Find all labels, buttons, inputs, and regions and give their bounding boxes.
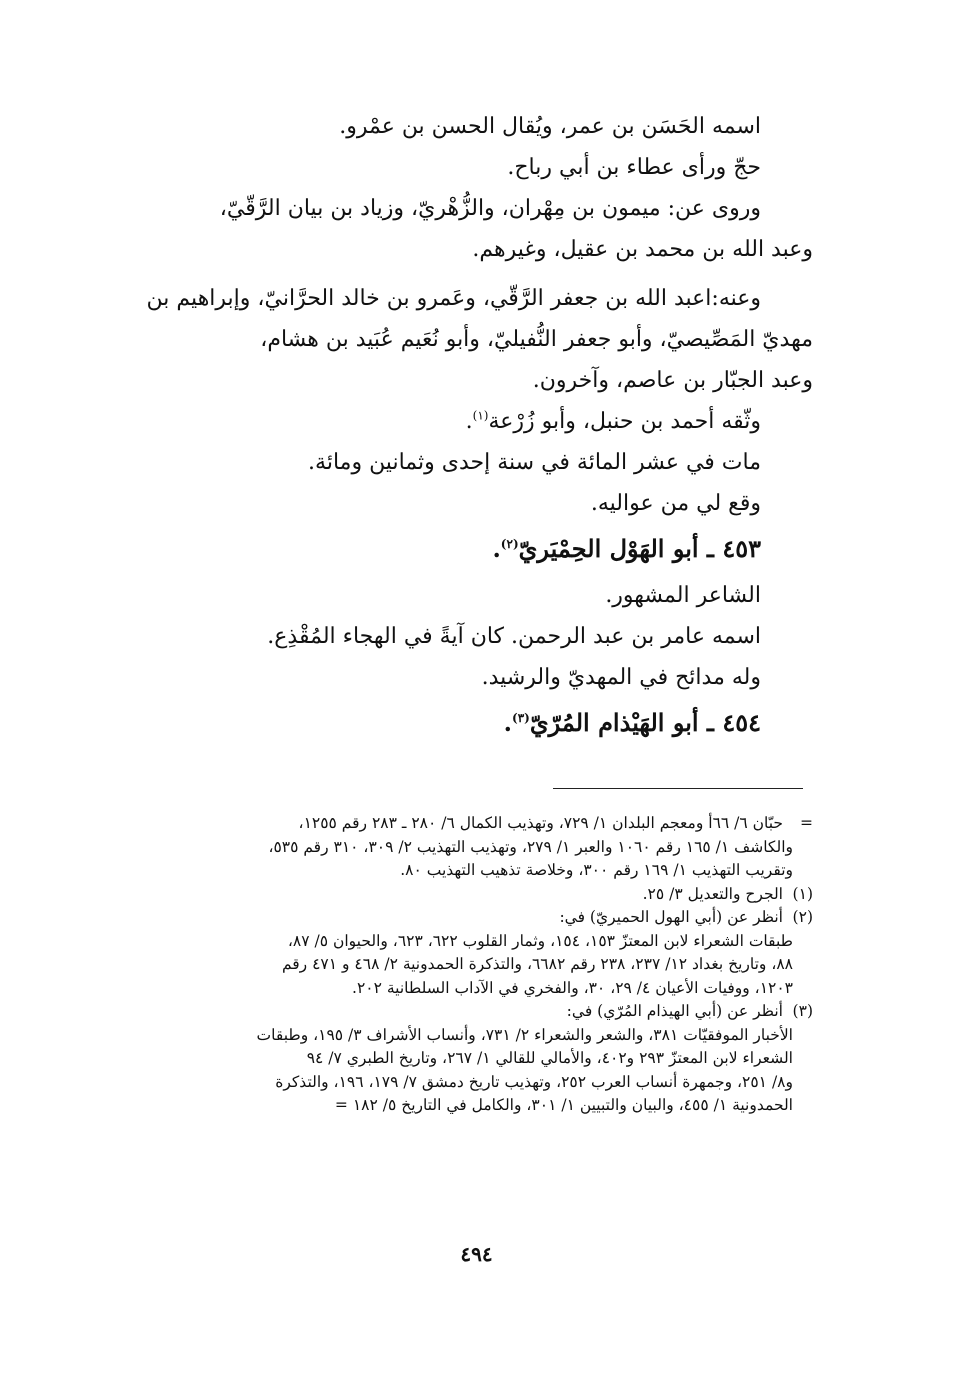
heading-text: ٤٥٤ ـ أبو الهَيْذام المُرّيّ: [529, 708, 761, 737]
text-line: اسمه عامر بن عبد الرحمن. كان آيةً في الهجاء المُقْذِع.: [267, 624, 761, 649]
page-number: ٤٩٤: [460, 1242, 493, 1266]
text-line-body: وثّقه أحمد بن حنبل، وأبو زُرْعة: [488, 409, 761, 434]
text-line: وله مدائح في المهديّ والرشيد.: [481, 665, 761, 690]
footnote-line: ٨٨، وتاريخ بغداد ١٢/ ٢٣٧، ٢٣٨ رقم ٦٦٨٢، والتذكرة الحمدونية ٢/ ٤٦٨ و ٤٧١ رقم: [281, 955, 793, 973]
text-line: وقع لي من عواليه.: [590, 491, 761, 516]
footnote-line: ١٢٠٣، ووفيات الأعيان ٤/ ٢٩، ٣٠، والفخري في الآداب السلطانية ٢٠٢.: [352, 978, 793, 997]
text-line: مهديّ المَصِّيصيّ، وأبو جعفر النُّفيليّ، وأبو نُعَيم عُبَيد بن هشام،: [260, 327, 813, 352]
footnote-text: أنظر عن (أبي الهيذام المُرّي) في:: [566, 1002, 783, 1020]
entry-heading-454: [123, 702, 813, 743]
footnote-line: و٨/ ٢٥١، وجمهرة أنساب العرب ٢٥٢، وتهذيب تاريخ دمشق ٧/ ١٧٩، ١٩٦، والتذكرة: [275, 1072, 793, 1091]
text-line: الشاعر المشهور.: [605, 583, 761, 608]
footnote-1: [123, 883, 813, 907]
text-line: حجّ ورأى عطاء بن أبي رباح.: [507, 155, 761, 180]
footnote-line: الأخبار الموفقيّات ٣٨١، والشعر والشعراء ٢/ ٧٣١، وأنساب الأشراف ٣/ ١٩٥، وطبقات: [256, 1025, 793, 1044]
footnote-number: (١): [792, 884, 813, 903]
footnote-number: (٢): [792, 908, 813, 926]
period: .: [465, 409, 473, 434]
entry-heading-453: [123, 528, 813, 569]
footnote-ref-1: (١): [472, 408, 489, 423]
footnote-2: [123, 906, 813, 930]
continuation-mark: =: [800, 814, 813, 832]
period: .: [492, 534, 501, 563]
text-line: وعنه:اعبد الله بن جعفر الرَّقّي، وعَمرو بن خالد الحرَّانيّ، وإبراهيم بن: [146, 286, 761, 311]
text-line: [123, 401, 813, 442]
period: .: [503, 708, 512, 737]
footnote-line: وتقريب التهذيب ١/ ١٦٩ رقم ٣٠٠، وخلاصة تذهيب التهذيب ٨٠.: [400, 861, 793, 879]
text-line: اسمه الحَسَن بن عمر، ويُقال الحسن بن عمْرو.: [339, 114, 761, 139]
text-line: وعبد الله بن محمد بن عقيل، وغيرهم.: [472, 237, 813, 262]
footnotes: [123, 812, 813, 1118]
footnote-line: حبّان ٦/ ٦٦أ ومعجم البلدان ١/ ٧٢٩، وتهذيب الكمال ٦/ ٢٨٠ ـ ٢٨٣ رقم ١٢٥٥،: [298, 814, 783, 832]
footnote-ref-3: (٣): [512, 711, 530, 725]
footnote-text: الجرح والتعديل ٣/ ٢٥.: [642, 884, 783, 903]
footnote-line: والكاشف ١/ ١٦٥ رقم ١٠٦٠ والعبر ١/ ٢٧٩، وتهذيب التهذيب ٢/ ٣٠٩، ٣١٠ رقم ٥٣٥،: [268, 837, 793, 856]
footnote-text: أنظر عن (أبي الهول الحميريّ) في:: [559, 908, 783, 926]
footnote-line: الشعراء لابن المعتزّ ٢٩٣ و٤٠٢، والأمالي للقالي ١/ ٢٦٧، وتاريخ الطبري ٧/ ٩٤: [306, 1049, 793, 1067]
footnote-number: (٣): [792, 1002, 813, 1020]
main-text: [123, 106, 813, 749]
footnote-line: الحمدونية ١/ ٤٥٥، والبيان والتبيين ١/ ٣٠١، والكامل في التاريخ ٥/ ١٨٢ =: [334, 1096, 793, 1114]
heading-text: ٤٥٣ ـ أبو الهَوْل الحِمْيَريّ: [518, 534, 761, 563]
footnote-ref-2: (٢): [500, 537, 519, 551]
text-line: وروى عن: ميمون بن مِهْران، والزُّهْريّ، وزياد بن بيان الرَّقّيّ،: [219, 196, 761, 221]
footnote-line: طبقات الشعراء لابن المعتزّ ١٥٣، ١٥٤، وثمار القلوب ٦٢٢، ٦٢٣، والحيوان ٥/ ٨٧،: [287, 931, 793, 950]
footnote-separator: [553, 788, 803, 789]
text-line: وعبد الجبّار بن عاصم، وآخرون.: [532, 368, 813, 393]
footnote-continuation: [123, 812, 813, 836]
text-line: مات في عشر المائة في سنة إحدى وثمانين ومائة.: [308, 450, 761, 475]
footnote-3: [123, 1000, 813, 1024]
